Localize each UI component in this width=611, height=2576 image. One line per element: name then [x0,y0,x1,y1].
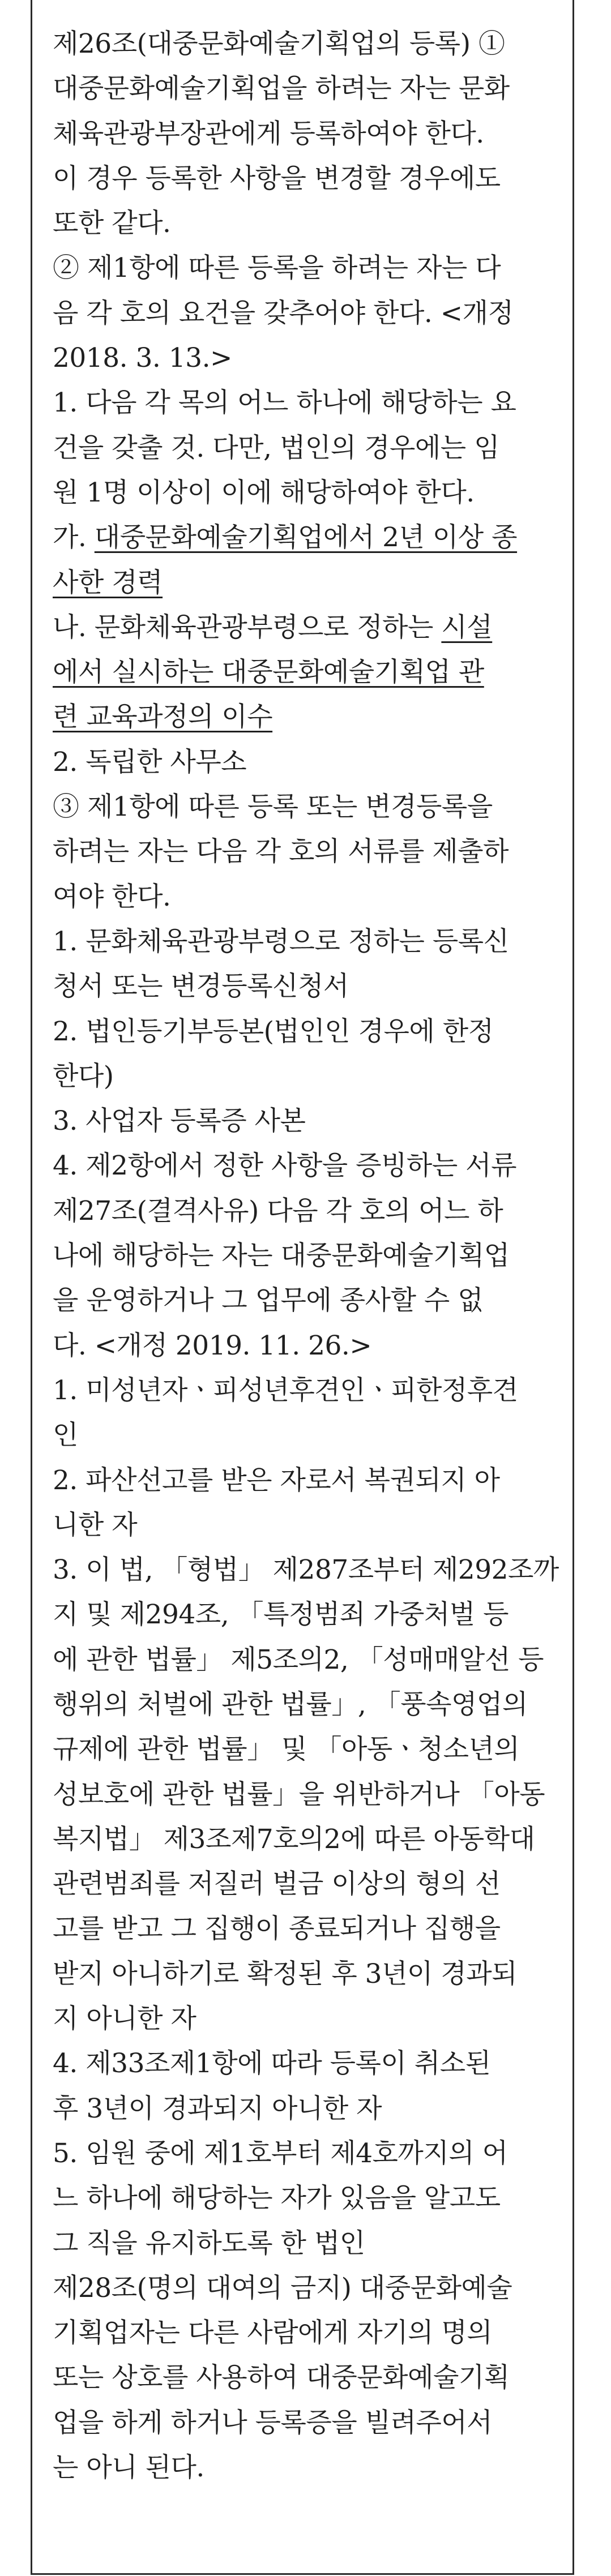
text-line [53,22,562,66]
text-segment: 기획업자는 다른 사람에게 자기의 명의 [53,2317,493,2349]
text-line [53,1503,562,1548]
text-line [53,2041,562,2086]
text-line [53,336,562,380]
text-line [53,1906,562,1951]
text-segment: 다. <개정 2019. 11. 26.> [53,1330,372,1361]
text-segment: 2. 법인등기부등본(법인인 경우에 한정 [53,1015,494,1047]
text-line [53,515,562,560]
text-segment: 지 아니한 자 [53,2003,196,2035]
text-line [53,740,562,785]
text-segment: 청서 또는 변경등록신청서 [53,971,349,1002]
text-segment: 음 각 호의 요건을 갖추어야 한다. <개정 [53,297,514,329]
text-segment: ② 제1항에 따른 등록을 하려는 자는 다 [53,252,501,284]
text-line [53,919,562,964]
text-segment: 또한 같다. [53,208,171,239]
text-line [53,1952,562,1996]
text-line [53,964,562,1009]
statute-text [53,22,562,2490]
text-line [53,2266,562,2311]
text-segment: 또는 상호를 사용하여 대중문화예술기획 [53,2362,510,2394]
text-segment: 복지법」 제3조제7호의2에 따른 아동학대 [53,1823,535,1855]
text-line [53,1592,562,1637]
text-line [53,1233,562,1278]
text-segment: 지 및 제294조, 「특정범죄 가중처벌 등 [53,1599,509,1631]
text-line [53,1413,562,1458]
text-segment: 규제에 관한 법률」 및 「아동ㆍ청소년의 [53,1734,520,1765]
underlined-text: 시설 [441,611,493,643]
underlined-text: 련 교육과정의 이수 [53,701,273,733]
text-line [53,380,562,425]
text-segment: 1. 문화체육관광부령으로 정하는 등록신 [53,925,509,957]
text-line [53,1368,562,1413]
text-segment: 2. 독립한 사무소 [53,746,247,778]
text-segment: 대중문화예술기획업을 하려는 자는 문화 [53,73,510,105]
text-segment: 여야 한다. [53,881,171,912]
text-line [53,605,562,650]
text-line [53,426,562,470]
text-segment: 4. 제2항에서 정한 사항을 증빙하는 서류 [53,1150,516,1182]
text-segment: 원 1명 이상이 이에 해당하여야 한다. [53,477,475,508]
text-line [53,2445,562,2490]
text-segment: 이 경우 등록한 사항을 변경할 경우에도 [53,162,501,194]
text-segment: 건을 갖출 것. 다만, 법인의 경우에는 임 [53,432,500,464]
text-line [53,112,562,156]
text-line [53,1099,562,1143]
text-segment: 을 운영하거나 그 업무에 종사할 수 없 [53,1285,484,1317]
text-line [53,1772,562,1817]
text-segment: 고를 받고 그 집행이 종료되거나 집행을 [53,1913,501,1945]
text-segment: 5. 임원 중에 제1호부터 제4호까지의 어 [53,2137,508,2169]
text-segment: 는 아니 된다. [53,2452,204,2484]
text-segment: 4. 제33조제1항에 따라 등록이 취소된 [53,2048,491,2080]
text-segment: 에 관한 법률」 제5조의2, 「성매매알선 등 [53,1644,544,1675]
text-line [53,1009,562,1054]
text-line [53,785,562,829]
text-line [53,1638,562,1682]
text-segment: 2018. 3. 13.> [53,342,232,374]
text-segment: 후 3년이 경과되지 아니한 자 [53,2093,382,2124]
text-line [53,2086,562,2131]
text-segment: 나. 문화체육관광부령으로 정하는 [53,611,442,643]
text-segment: 체육관광부장관에게 등록하여야 한다. [53,118,484,149]
text-line [53,246,562,290]
text-segment: 하려는 자는 다음 각 호의 서류를 제출하 [53,836,509,868]
text-line [53,2355,562,2400]
text-segment: 1. 미성년자ㆍ피성년후견인ㆍ피한정후견 [53,1374,518,1406]
text-line [53,1682,562,1727]
text-line [53,875,562,919]
text-line [53,470,562,515]
text-line [53,156,562,201]
text-line [53,1323,562,1368]
text-line [53,2401,562,2445]
text-line [53,1143,562,1188]
text-line [53,1862,562,1906]
text-line [53,1817,562,1862]
text-line [53,1189,562,1233]
underlined-text: 대중문화예술기획업에서 2년 이상 종 [94,522,518,554]
text-segment: 2. 파산선고를 받은 자로서 복권되지 아 [53,1464,500,1496]
text-line [53,829,562,874]
underlined-text: 사한 경력 [53,567,163,598]
text-line [53,1278,562,1323]
text-segment: 그 직을 유지하도록 한 법인 [53,2227,365,2259]
text-segment: 업을 하게 하거나 등록증을 빌려주어서 [53,2407,493,2438]
text-segment: 3. 사업자 등록증 사본 [53,1105,306,1137]
text-segment: 니한 자 [53,1509,138,1541]
text-line [53,560,562,605]
text-line [53,66,562,111]
text-segment: 1. 다음 각 목의 어느 하나에 해당하는 요 [53,387,516,419]
text-line [53,695,562,739]
text-line [53,2311,562,2355]
text-line [53,1458,562,1503]
text-segment: 인 [53,1420,78,1451]
text-line [53,1054,562,1099]
text-segment: 3. 이 법, 「형법」 제287조부터 제292조까 [53,1554,559,1586]
text-line [53,2221,562,2266]
text-line [53,291,562,336]
text-line [53,1727,562,1772]
text-line [53,650,562,695]
text-segment: 한다) [53,1060,114,1092]
text-line [53,201,562,246]
text-segment: 행위의 처벌에 관한 법률」, 「풍속영업의 [53,1688,528,1720]
text-segment: 성보호에 관한 법률」을 위반하거나 「아동 [53,1778,545,1810]
text-segment: ③ 제1항에 따른 등록 또는 변경등록을 [53,791,493,823]
text-line [53,1548,562,1592]
text-segment: 느 하나에 해당하는 자가 있음을 알고도 [53,2183,501,2214]
text-segment: 제26조(대중문화예술기획업의 등록) ① [53,28,505,59]
underlined-text: 에서 실시하는 대중문화예술기획업 관 [53,657,484,688]
text-segment: 나에 해당하는 자는 대중문화예술기획업 [53,1240,510,1272]
text-line [53,1996,562,2041]
text-segment: 제27조(결격사유) 다음 각 호의 어느 하 [53,1195,503,1227]
text-segment: 제28조(명의 대여의 금지) 대중문화예술 [53,2272,512,2304]
text-segment: 가. [53,522,95,554]
text-segment: 받지 아니하기로 확정된 후 3년이 경과되 [53,1958,518,1990]
text-line [53,2176,562,2221]
text-line [53,2131,562,2176]
text-segment: 관련범죄를 저질러 벌금 이상의 형의 선 [53,1868,501,1900]
